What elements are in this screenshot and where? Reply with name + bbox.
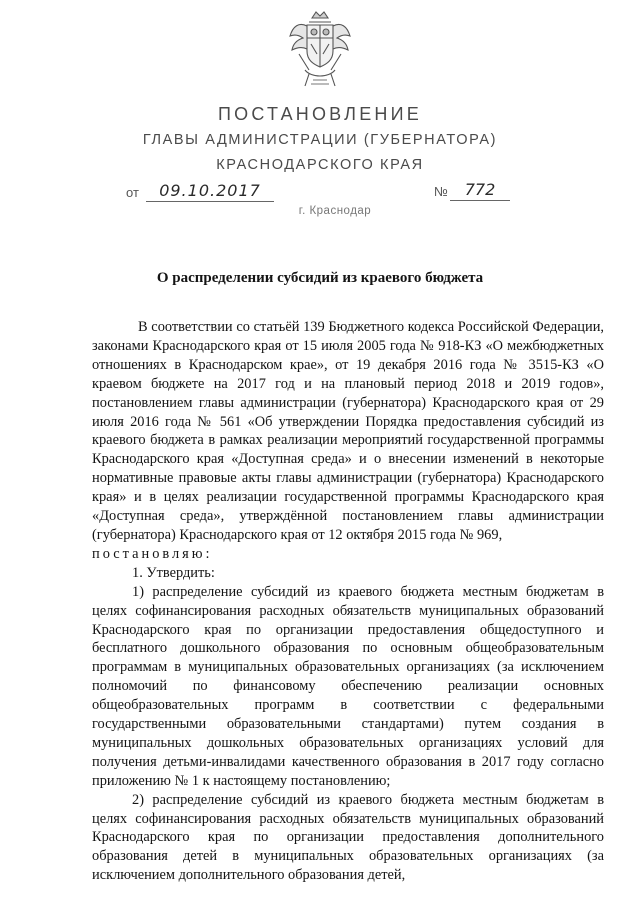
region-heading: КРАСНОДАРСКОГО КРАЯ — [216, 157, 424, 173]
item-1-subitem-2: 2) распределение субсидий из краевого бюджета местным бюджетам в целях софинансирования расходных обязательств муниципальных образований Краснодарского края по организации предоставления дополнительного образования детей в муниципальных образовательных организациях (за исключением дополнительного образования детей, — [92, 791, 604, 884]
number-prefix: № — [434, 184, 448, 199]
document-title: О распределении субсидий из краевого бюджета — [156, 270, 484, 286]
date-prefix: от — [126, 185, 139, 200]
document-number: 772 — [450, 180, 510, 201]
preamble-paragraph: В соответствии со статьёй 139 Бюджетного кодекса Российской Федерации, законами Краснодарского края от 15 июля 2005 года № 918-КЗ «О межбюджетных отношениях в Краснодарском крае», от 19 декабря 2016 года № 3515-КЗ «О краевом бюджете на 2017 год и на плановый период 2018 и 2019 годов», постановлением главы администрации (губернатора) Краснодарского края от 29 июля 2016 года № 561 «Об утверждении Порядка предоставления субсидий из краевого бюджета в рамках реализации мероприятий государственной программы Краснодарского края «Доступная среда» и о внесении изменений в некоторые нормативные правовые акты главы администрации (губернатора) Краснодарского края» и в целях реализации государственной программы Краснодарского края «Доступная среда», утверждённой постановлением главы администрации (губернатора) Краснодарского края от 12 октября 2015 года № 969, — [92, 319, 604, 543]
resolve-word: постановляю: — [92, 545, 213, 562]
item-1: 1. Утвердить: — [132, 564, 215, 581]
document-date: 09.10.2017 — [146, 181, 274, 202]
document-type-heading: ПОСТАНОВЛЕНИЕ — [218, 104, 422, 124]
item-1-subitem-1: 1) распределение субсидий из краевого бюджета местным бюджетам в целях софинансирования расходных обязательств муниципальных образований Краснодарского края по организации предоставления общедоступного и бесплатного дошкольного образования по основным общеобразовательным программам в муниципальных образовательных организациях (за исключением полномочий по финансовому обеспечению реализации основных общеобразовательных программ в соответствии с федеральными государственными образовательными стандартами) путем создания в муниципальных дошкольных образовательных организациях условий для получения детьми-инвалидами качественного образования в 2017 году согласно приложению № 1 к настоящему постановлению; — [92, 583, 604, 789]
coat-of-arms-emblem — [287, 8, 353, 92]
issuer-heading: ГЛАВЫ АДМИНИСТРАЦИИ (ГУБЕРНАТОРА) — [142, 132, 498, 148]
issue-city: г. Краснодар — [298, 205, 372, 217]
document-body — [92, 318, 604, 885]
